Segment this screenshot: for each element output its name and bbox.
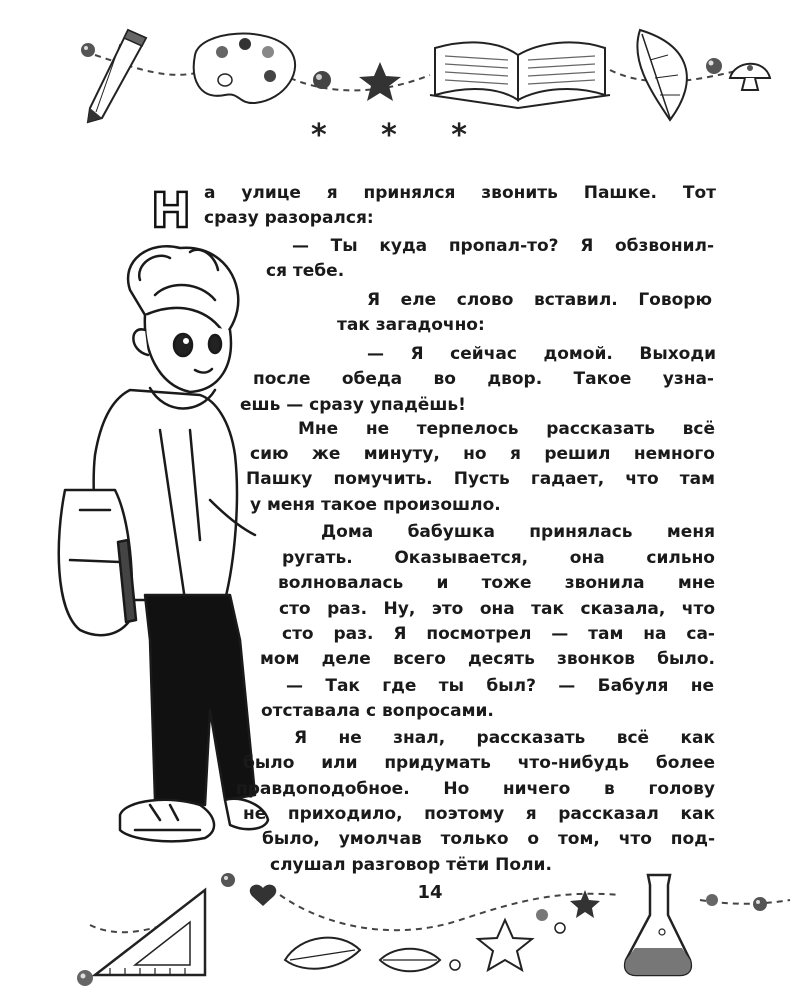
- bead-icon: [77, 970, 93, 986]
- text-line: ся тебе.: [266, 261, 345, 281]
- text-line: ешь — сразу упадёшь!: [240, 395, 466, 415]
- text-line: мом деле всего десять звонков было.: [260, 649, 715, 669]
- bead-icon: [313, 71, 331, 89]
- page-number: 14: [417, 882, 443, 903]
- pencil-icon: [88, 30, 146, 122]
- leaf-icon: [637, 30, 687, 120]
- bead-icon: [706, 58, 722, 74]
- leaf-icon: [285, 938, 360, 969]
- text-line: ругать. Оказывается, она сильно: [282, 548, 715, 568]
- text-line: было, умолчав только о том, что под-: [262, 829, 715, 849]
- text-line: не приходило, поэтому я рассказал как: [243, 804, 715, 824]
- text-line: отставала с вопросами.: [261, 701, 494, 721]
- section-ornament: * * *: [311, 118, 489, 153]
- drop-cap-letter: [145, 183, 197, 235]
- svg-text:Н: Н: [150, 183, 192, 235]
- text-line: Дома бабушка принялась меня: [321, 522, 715, 542]
- text-line: волновалась и тоже звонила мне: [278, 573, 715, 593]
- text-line: Я не знал, рассказать всё как: [294, 728, 715, 748]
- leaf-icon: [380, 949, 440, 972]
- text-line: а улице я принялся звонить Пашке. Тот: [204, 183, 716, 203]
- text-line: Я еле слово вставил. Говорю: [367, 290, 712, 310]
- text-line: сразу разорался:: [204, 208, 374, 228]
- text-line: так загадочно:: [337, 315, 485, 335]
- text-line: у меня такое произошло.: [250, 495, 501, 515]
- text-line: Пашку помучить. Пусть гадает, что там: [246, 469, 715, 489]
- bead-icon: [555, 923, 565, 933]
- palette-icon: [194, 34, 295, 103]
- text-line: — Так где ты был? — Бабуля не: [286, 676, 714, 696]
- star-outline-icon: [478, 920, 532, 970]
- bottom-doodle-border: [0, 860, 800, 1000]
- bead-icon: [81, 43, 95, 57]
- star-icon: [359, 62, 401, 101]
- text-line: правдоподобное. Но ничего в голову: [236, 779, 715, 799]
- text-line: сто раз. Ну, это она так сказала, что: [279, 599, 715, 619]
- text-line: слушал разговор тёти Поли.: [270, 855, 552, 875]
- text-line: Мне не терпелось рассказать всё: [298, 419, 715, 439]
- bead-icon: [450, 960, 460, 970]
- top-doodle-border: [0, 0, 800, 135]
- text-line: сто раз. Я посмотрел — там на са-: [282, 624, 715, 644]
- open-book-icon: [430, 42, 610, 108]
- mushroom-icon: [730, 64, 770, 90]
- text-line: после обеда во двор. Такое узна-: [253, 369, 714, 389]
- text-line: — Ты куда пропал-то? Я обзвонил-: [292, 236, 714, 256]
- text-line: — Я сейчас домой. Выходи: [367, 344, 716, 364]
- text-line: сию же минуту, но я решил немного: [250, 444, 715, 464]
- text-line: было или придумать что-нибудь более: [243, 753, 715, 773]
- bead-icon: [536, 909, 548, 921]
